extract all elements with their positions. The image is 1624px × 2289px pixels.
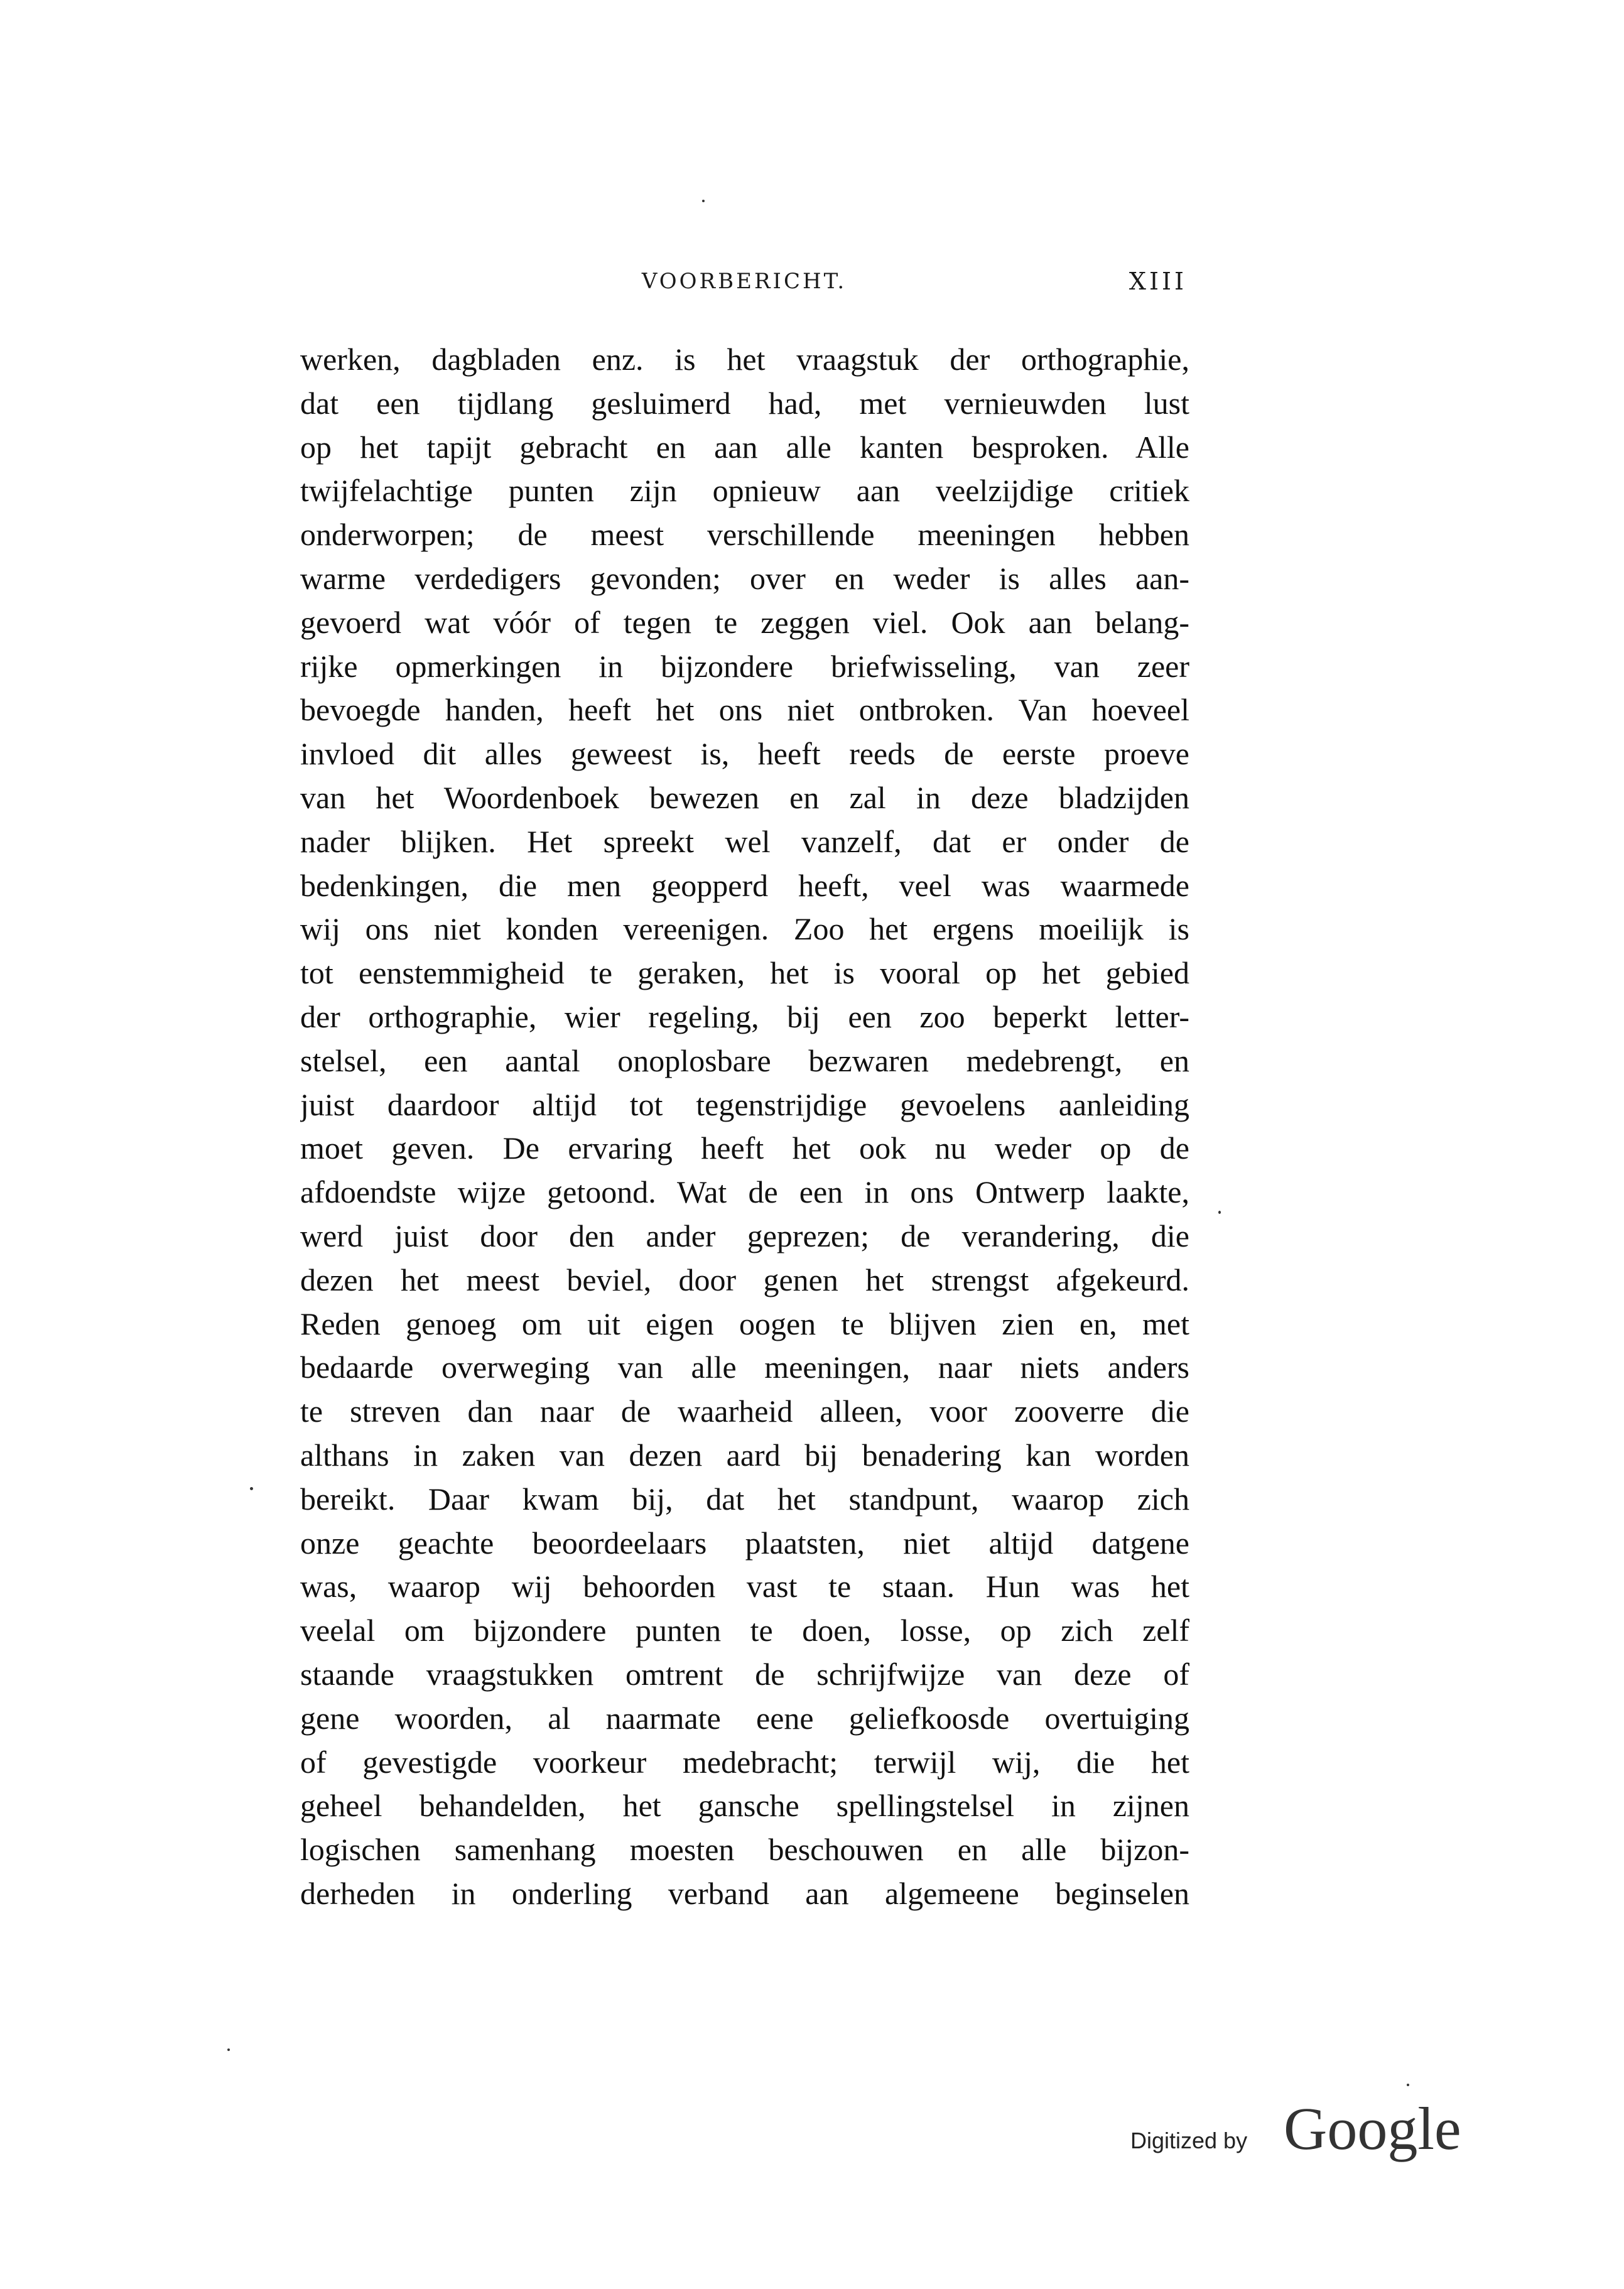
text-line: althans in zaken van dezen aard bij benadering kan worden (300, 1437, 1189, 1473)
text-line: logischen samenhang moesten beschouwen en alle bijzon- (300, 1832, 1189, 1868)
text-line: op het tapijt gebracht en aan alle kanten besproken. Alle (300, 429, 1189, 465)
google-logo (1281, 2097, 1482, 2167)
digitized-by-google-watermark (1130, 2097, 1482, 2167)
text-line: werd juist door den ander geprezen; de verandering, die (300, 1218, 1189, 1253)
running-head (301, 264, 1187, 301)
text-line: gevoerd wat vóór of tegen te zeggen viel. Ook aan belang- (300, 604, 1189, 640)
text-line: wij ons niet konden vereenigen. Zoo het ergens moeilijk is (300, 911, 1189, 947)
text-line: van het Woordenboek bewezen en zal in deze bladzijden (300, 779, 1189, 815)
text-line: onze geachte beoordeelaars plaatsten, niet altijd datgene (300, 1525, 1189, 1561)
print-speck (227, 2048, 230, 2051)
print-speck (250, 1487, 253, 1490)
watermark-prefix: Digitized by (1130, 2128, 1248, 2153)
text-line: bedenkingen, die men geopperd heeft, veel was waarmede (300, 867, 1189, 903)
text-line: dat een tijdlang gesluimerd had, met vernieuwden lust (300, 385, 1189, 421)
text-line: of gevestigde voorkeur medebracht; terwijl wij, die het (300, 1744, 1189, 1780)
text-line: te streven dan naar de waarheid alleen, voor zooverre die (300, 1393, 1189, 1429)
text-line: moet geven. De ervaring heeft het ook nu weder op de (300, 1130, 1189, 1166)
text-line: gene woorden, al naarmate eene geliefkoosde overtuiging (300, 1700, 1189, 1736)
body-text (300, 338, 1189, 1916)
text-line: der orthographie, wier regeling, bij een zoo beperkt letter- (300, 998, 1189, 1034)
running-title: VOORBERICHT. (641, 269, 847, 294)
text-line: twijfelachtige punten zijn opnieuw aan veelzijdige critiek (300, 473, 1189, 509)
text-line: dezen het meest beviel, door genen het strengst afgekeurd. (300, 1262, 1189, 1297)
text-line: geheel behandelden, het gansche spellingstelsel in zijnen (300, 1788, 1189, 1824)
text-line: Reden genoeg om uit eigen oogen te blijven zien en, met (300, 1306, 1189, 1341)
print-speck (1218, 1211, 1221, 1214)
text-line: staande vraagstukken omtrent de schrijfwijze van deze of (300, 1656, 1189, 1692)
text-line: stelsel, een aantal onoplosbare bezwaren medebrengt, en (300, 1042, 1189, 1078)
text-line: rijke opmerkingen in bijzondere briefwisseling, van zeer (300, 648, 1189, 684)
text-line: onderworpen; de meest verschillende meeningen hebben (300, 517, 1189, 553)
text-line: juist daardoor altijd tot tegenstrijdige gevoelens aanleiding (300, 1086, 1189, 1122)
text-line: bedaarde overweging van alle meeningen, naar niets anders (300, 1350, 1189, 1385)
text-line: nader blijken. Het spreekt wel vanzelf, dat er onder de (300, 823, 1189, 859)
text-line: werken, dagbladen enz. is het vraagstuk der orthographie, (300, 342, 1189, 377)
print-speck (702, 200, 705, 202)
text-line: invloed dit alles geweest is, heeft reeds de eerste proeve (300, 736, 1189, 772)
page-number: XIII (1129, 268, 1187, 295)
text-line: derheden in onderling verband aan algemeene beginselen (300, 1875, 1189, 1911)
google-logo-text: Google (1284, 2097, 1461, 2162)
text-line: bevoegde handen, heeft het ons niet ontbroken. Van hoeveel (300, 692, 1189, 728)
text-line: veelal om bijzondere punten te doen, losse, op zich zelf (300, 1613, 1189, 1648)
text-line: tot eenstemmigheid te geraken, het is vooral op het gebied (300, 955, 1189, 991)
text-line: was, waarop wij behoorden vast te staan. Hun was het (300, 1569, 1189, 1604)
text-line: bereikt. Daar kwam bij, dat het standpunt, waarop zich (300, 1481, 1189, 1517)
print-speck (1407, 2084, 1409, 2086)
text-line: afdoendste wijze getoond. Wat de een in ons Ontwerp laakte, (300, 1174, 1189, 1210)
text-line: warme verdedigers gevonden; over en weder is alles aan- (300, 560, 1189, 596)
